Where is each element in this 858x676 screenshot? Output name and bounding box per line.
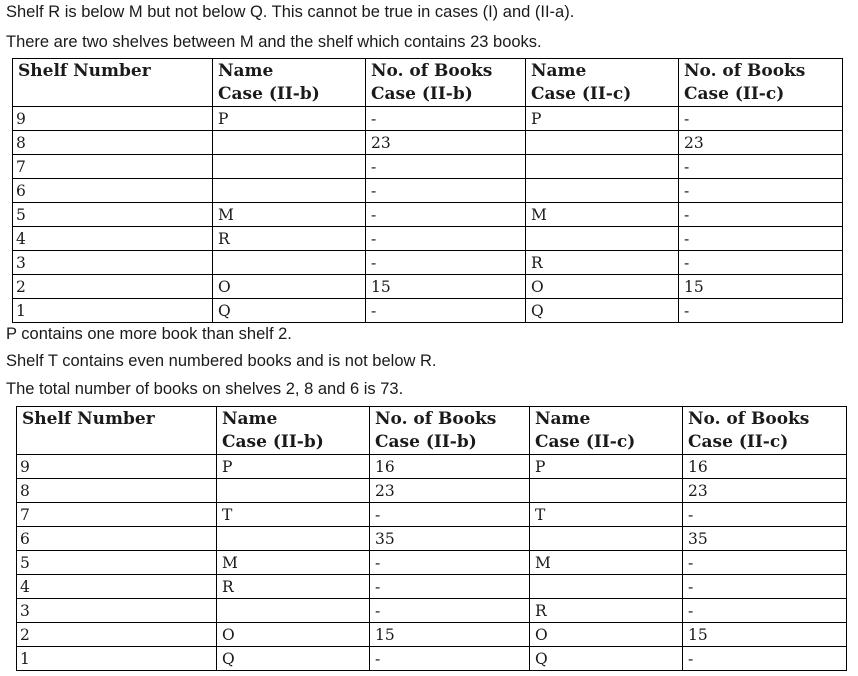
table-cell: 16 [683, 455, 847, 479]
table-cell [217, 527, 370, 551]
column-header-line1: No. of Books [684, 61, 806, 81]
table-row [13, 107, 843, 131]
table-cell: R [213, 227, 366, 251]
table-cell: 6 [17, 527, 217, 551]
table-cell [526, 131, 679, 155]
table-cell [530, 527, 683, 551]
column-header-line2: Case (II-b) [218, 84, 320, 104]
table-cell: - [683, 599, 847, 623]
table-row [17, 503, 847, 527]
table-cell [530, 575, 683, 599]
column-header-line2: Case (II-c) [684, 84, 785, 104]
table-cell: - [679, 179, 843, 203]
table-cell: - [366, 227, 526, 251]
column-header [530, 407, 683, 455]
table-cell: 5 [13, 203, 213, 227]
table-cell: 1 [13, 299, 213, 323]
table-cell: O [526, 275, 679, 299]
column-header-line1: Name [531, 61, 587, 81]
table-cell: Q [217, 647, 370, 671]
table-cell [213, 179, 366, 203]
table-cell: 9 [17, 455, 217, 479]
statement-5: The total number of books on shelves 2, 8 and 6 is 73. [6, 380, 404, 398]
table-cell: M [217, 551, 370, 575]
table-cell [213, 251, 366, 275]
table-cell: 2 [17, 623, 217, 647]
table-cell: 8 [13, 131, 213, 155]
table-cell: 15 [679, 275, 843, 299]
statement-1: Shelf R is below M but not below Q. This cannot be true in cases (I) and (II-a). [6, 3, 575, 21]
table-row [17, 647, 847, 671]
column-header [370, 407, 530, 455]
table-cell: - [683, 647, 847, 671]
table-cell: 15 [366, 275, 526, 299]
table-row [17, 455, 847, 479]
table-cell: - [679, 251, 843, 275]
header-row [13, 59, 843, 107]
table-cell: 35 [370, 527, 530, 551]
table-cell: 23 [679, 131, 843, 155]
table-cell: - [683, 551, 847, 575]
table-cell [217, 479, 370, 503]
table-row [13, 203, 843, 227]
column-header [366, 59, 526, 107]
table-row [13, 275, 843, 299]
table-cell: M [526, 203, 679, 227]
table-row [13, 131, 843, 155]
table-cell [217, 599, 370, 623]
table-cell: - [370, 575, 530, 599]
table-cell: 23 [366, 131, 526, 155]
table-cell [530, 479, 683, 503]
table-row [13, 155, 843, 179]
column-header [17, 407, 217, 455]
table-cell: O [530, 623, 683, 647]
table-cell: 4 [13, 227, 213, 251]
table-cell: 9 [13, 107, 213, 131]
table-cell [526, 227, 679, 251]
statement-3: P contains one more book than shelf 2. [6, 325, 292, 343]
table-cell [213, 131, 366, 155]
table-cell: P [526, 107, 679, 131]
column-header-line2: Case (II-b) [371, 84, 473, 104]
table-cell: - [679, 299, 843, 323]
table-cell: P [530, 455, 683, 479]
column-header [683, 407, 847, 455]
table-cell: P [213, 107, 366, 131]
table-cell: - [370, 503, 530, 527]
table-cell: 23 [683, 479, 847, 503]
table-cell: 1 [17, 647, 217, 671]
table-cell: O [217, 623, 370, 647]
table-cell: - [370, 551, 530, 575]
column-header-line1: No. of Books [371, 61, 493, 81]
table-cell: - [679, 227, 843, 251]
column-header-line2: Case (II-c) [688, 432, 789, 452]
table-cell: Q [526, 299, 679, 323]
column-header [217, 407, 370, 455]
table-cell: M [213, 203, 366, 227]
table-cell: P [217, 455, 370, 479]
column-header-line1: Name [222, 409, 278, 429]
table-cell: - [679, 203, 843, 227]
table-row [13, 227, 843, 251]
table-row [13, 251, 843, 275]
table-cell [213, 155, 366, 179]
table-cell: T [217, 503, 370, 527]
shelf-table-2 [16, 406, 847, 671]
table-cell: Q [530, 647, 683, 671]
table-cell: 3 [13, 251, 213, 275]
table-cell: - [683, 575, 847, 599]
table-cell [526, 155, 679, 179]
table-cell: 8 [17, 479, 217, 503]
table-cell: R [526, 251, 679, 275]
table-cell: M [530, 551, 683, 575]
table-cell: 6 [13, 179, 213, 203]
column-header-line1: Shelf Number [22, 409, 155, 429]
column-header-line2: Case (II-c) [535, 432, 636, 452]
table-cell: 3 [17, 599, 217, 623]
table-cell: Q [213, 299, 366, 323]
column-header-line1: Name [535, 409, 591, 429]
table-row [17, 575, 847, 599]
column-header-line1: No. of Books [688, 409, 810, 429]
table-cell: R [217, 575, 370, 599]
column-header-line1: Name [218, 61, 274, 81]
table-cell: - [366, 107, 526, 131]
table-row [13, 179, 843, 203]
table-cell: 2 [13, 275, 213, 299]
statement-2: There are two shelves between M and the shelf which contains 23 books. [6, 33, 542, 51]
table-row [17, 599, 847, 623]
table-cell: - [366, 299, 526, 323]
table-cell: - [366, 155, 526, 179]
statement-4: Shelf T contains even numbered books and is not below R. [6, 352, 437, 370]
table-row [17, 527, 847, 551]
column-header [13, 59, 213, 107]
column-header-line2: Case (II-b) [222, 432, 324, 452]
column-header-line2: Case (II-c) [531, 84, 632, 104]
table-row [17, 479, 847, 503]
table-cell: 7 [13, 155, 213, 179]
table-cell: 23 [370, 479, 530, 503]
table-cell: - [366, 203, 526, 227]
table-cell: 7 [17, 503, 217, 527]
table-row [17, 623, 847, 647]
column-header-line1: Shelf Number [18, 61, 151, 81]
shelf-table-1 [12, 58, 843, 323]
column-header [526, 59, 679, 107]
header-row [17, 407, 847, 455]
table-cell: 15 [683, 623, 847, 647]
column-header-line2: Case (II-b) [375, 432, 477, 452]
table-cell: O [213, 275, 366, 299]
table-cell: - [366, 251, 526, 275]
table-cell: - [679, 155, 843, 179]
table-cell: 16 [370, 455, 530, 479]
table-cell: 35 [683, 527, 847, 551]
table-cell: 15 [370, 623, 530, 647]
column-header [213, 59, 366, 107]
table-cell: - [370, 647, 530, 671]
table-row [17, 551, 847, 575]
table-cell: 4 [17, 575, 217, 599]
table-cell: - [366, 179, 526, 203]
table-cell: 5 [17, 551, 217, 575]
table-cell: - [683, 503, 847, 527]
column-header-line1: No. of Books [375, 409, 497, 429]
column-header [679, 59, 843, 107]
table-cell [526, 179, 679, 203]
table-cell: T [530, 503, 683, 527]
table-cell: - [370, 599, 530, 623]
table-cell: - [679, 107, 843, 131]
table-cell: R [530, 599, 683, 623]
table-row [13, 299, 843, 323]
